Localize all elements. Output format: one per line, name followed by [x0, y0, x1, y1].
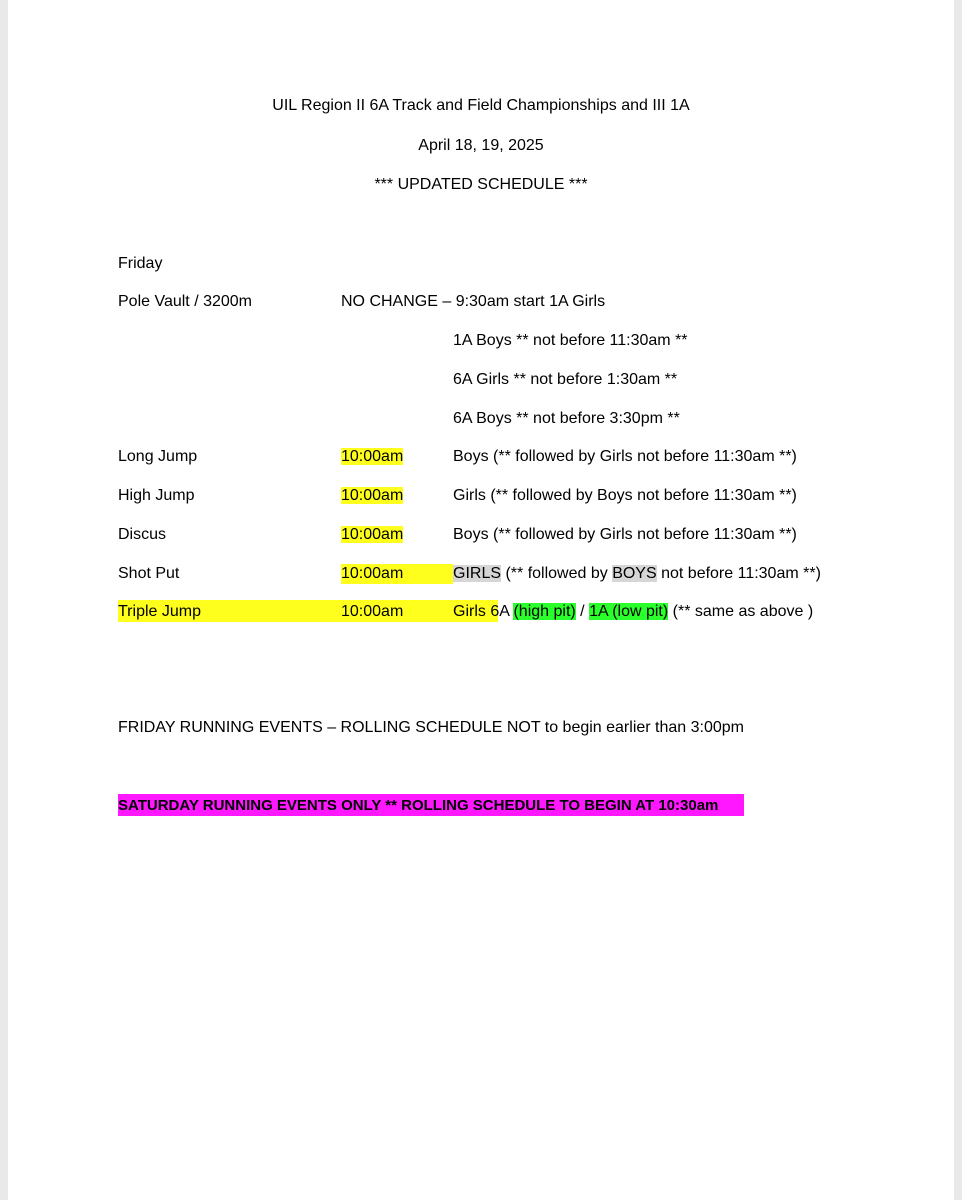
event-time: 10:00am — [341, 526, 404, 543]
event-detail: Girls (** followed by Boys not before 11:30am **) — [453, 487, 797, 504]
event-time: 10:00am — [341, 603, 404, 620]
updated-schedule-notice: *** UPDATED SCHEDULE *** — [374, 176, 588, 193]
event-pole-vault: Pole Vault / 3200m — [118, 293, 253, 310]
pole-vault-detail: NO CHANGE – 9:30am start 1A Girls — [341, 293, 606, 310]
shot-put-detail — [453, 564, 821, 584]
saturday-running-events: SATURDAY RUNNING EVENTS ONLY ** ROLLING SCHEDULE TO BEGIN AT 10:30am — [118, 797, 719, 814]
day-label: Friday — [118, 255, 163, 272]
event-time: 10:00am — [341, 564, 453, 584]
low-pit-highlight: 1A (low pit) — [589, 603, 669, 620]
event-time: 10:00am — [341, 487, 404, 504]
event-discus: Discus — [118, 526, 167, 543]
boys-highlight: BOYS — [612, 565, 657, 582]
shot-put-detail-text: (** followed by — [501, 565, 613, 582]
triple-jump-separator: / — [575, 603, 590, 620]
event-detail: Boys (** followed by Girls not before 11:30am **) — [453, 448, 797, 465]
shot-put-detail-tail: not before 11:30am **) — [656, 565, 821, 582]
event-time: 10:00am — [341, 448, 404, 465]
event-long-jump: Long Jump — [118, 448, 198, 465]
document-title: UIL Region II 6A Track and Field Championships and III 1A — [272, 97, 690, 114]
friday-running-events: FRIDAY RUNNING EVENTS – ROLLING SCHEDULE NOT to begin earlier than 3:00pm — [118, 719, 744, 736]
high-pit-highlight: (high pit) — [513, 603, 576, 620]
triple-jump-tail: (** same as above ) — [668, 603, 814, 620]
triple-jump-prefix: Girls 6A — [453, 603, 514, 620]
event-shot-put: Shot Put — [118, 565, 180, 582]
pole-vault-followup: 6A Boys ** not before 3:30pm ** — [453, 410, 680, 427]
pole-vault-followup: 1A Boys ** not before 11:30am ** — [453, 332, 688, 349]
event-detail: Boys (** followed by Girls not before 11:30am **) — [453, 526, 797, 543]
event-triple-jump: Triple Jump — [118, 603, 201, 620]
triple-jump-detail — [453, 602, 813, 622]
document-dates: April 18, 19, 2025 — [418, 137, 544, 154]
girls-highlight: GIRLS — [453, 565, 502, 582]
pole-vault-followup: 6A Girls ** not before 1:30am ** — [453, 371, 678, 388]
event-high-jump: High Jump — [118, 487, 195, 504]
document-page — [8, 0, 954, 1200]
